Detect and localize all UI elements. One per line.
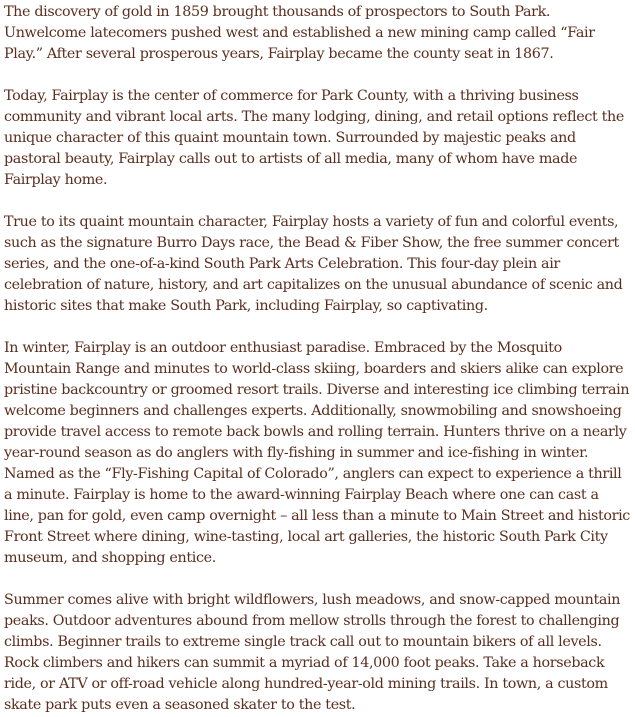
paragraph-commerce: Today, Fairplay is the center of commerce for Park County, with a thriving business community and vibrant local arts. The many lodging, dining, and retail options reflect the unique character of this quaint mountain town. Surrounded by majestic peaks and pastoral beauty, Fairplay calls out to artists of all media, many of whom have made Fairplay home. — [4, 88, 624, 188]
paragraph-events: True to its quaint mountain character, Fairplay hosts a variety of fun and colorful events, such as the signature Burro Days race, the Bead & Fiber Show, the free summer concert series, and the one-of-a-kind South Park Arts Celebration. This four-day plein air celebration of nature, history, and art capitalizes on the unusual abundance of scenic and historic sites that make South Park, including Fairplay, so captivating. — [4, 214, 623, 314]
paragraph-winter: In winter, Fairplay is an outdoor enthusiast paradise. Embraced by the Mosquito Mountain Range and minutes to world-class skiing, boarders and skiers alike can explore pristine backcountry or groomed resort trails. Diverse and interesting ice climbing terrain welcome beginners and challenges experts. Additionally, snowmobiling and snowshoeing provide travel access to remote back bowls and rolling terrain. Hunters thrive on a nearly year-round season as do anglers with fly-fishing in summer and ice-fishing in winter. Named as the “Fly-Fishing Capital of Colorado”, anglers can expect to experience a thrill a minute. Fairplay is home to the award-winning Fairplay Beach where one can cast a line, pan for gold, even camp overnight – all less than a minute to Main Street and historic Front Street where dining, wine-tasting, local art galleries, the historic South Park City museum, and shopping entice. — [4, 340, 630, 566]
paragraph-summer: Summer comes alive with bright wildflowers, lush meadows, and snow-capped mountain peaks. Outdoor adventures abound from mellow strolls through the forest to challenging climbs. Beginner trails to extreme single track call out to mountain bikers of all levels. Rock climbers and hikers can summit a myriad of 14,000 foot peaks. Take a horseback ride, or ATV or off-road vehicle along hundred-year-old mining trails. In town, a custom skate park puts even a seasoned skater to the test. — [4, 592, 621, 713]
paragraph-history: The discovery of gold in 1859 brought thousands of prospectors to South Park. Unwelcome latecomers pushed west and established a new mining camp called “Fair Play.” After several prosperous years, Fairplay became the county seat in 1867. — [4, 4, 595, 62]
